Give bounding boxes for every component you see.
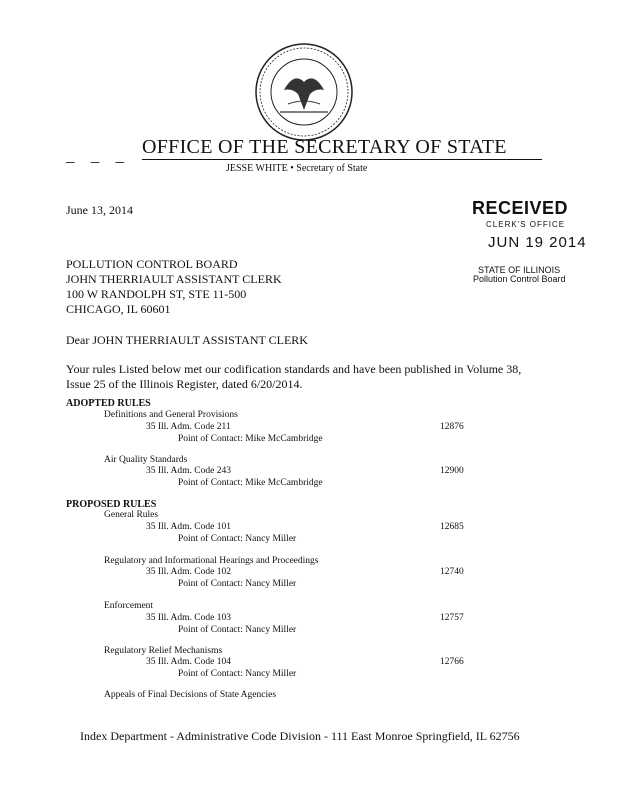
recipient-line: CHICAGO, IL 60601: [66, 302, 171, 316]
recipient-line: 100 W RANDOLPH ST, STE 11-500: [66, 287, 247, 301]
recipient-line: JOHN THERRIAULT ASSISTANT CLERK: [66, 272, 282, 286]
rule-group-name: Regulatory and Informational Hearings and Proceedings: [104, 556, 319, 566]
secretary-subtitle: JESSE WHITE • Secretary of State: [226, 163, 368, 174]
adopted-rules-heading: ADOPTED RULES: [66, 398, 151, 409]
office-title: OFFICE OF THE SECRETARY OF STATE: [142, 136, 507, 158]
rule-group-name: Regulatory Relief Mechanisms: [104, 646, 223, 656]
state-seal-icon: [254, 42, 354, 142]
rule-contact: Point of Contact: Nancy Miller: [178, 579, 297, 589]
rule-code: 35 Ill. Adm. Code 243: [146, 466, 231, 476]
rule-group-name: Enforcement: [104, 601, 154, 611]
rule-page-number: 12876: [440, 422, 464, 432]
body-line: Issue 25 of the Illinois Register, dated 6/20/2014.: [66, 377, 303, 391]
title-rule: [142, 159, 542, 160]
rule-group-name: Definitions and General Provisions: [104, 410, 238, 420]
rule-page-number: 12685: [440, 522, 464, 532]
rule-group-name: Air Quality Standards: [104, 455, 188, 465]
rule-page-number: 12757: [440, 613, 464, 623]
letter-date: June 13, 2014: [66, 203, 133, 217]
rule-code: 35 Ill. Adm. Code 104: [146, 657, 231, 667]
footer-address: Index Department - Administrative Code Division - 111 East Monroe Springfield, IL 62756: [80, 729, 520, 743]
rule-page-number: 12766: [440, 657, 464, 667]
body-line: Your rules Listed below met our codification standards and have been published in Volume 38,: [66, 362, 522, 376]
rule-contact: Point of Contact: Nancy Miller: [178, 625, 297, 635]
rule-contact: Point of Contact: Nancy Miller: [178, 669, 297, 679]
stamp-office: CLERK'S OFFICE: [486, 220, 566, 229]
rule-group-name: Appeals of Final Decisions of State Agencies: [104, 690, 277, 700]
rule-contact: Point of Contact: Mike McCambridge: [178, 478, 323, 488]
received-stamp: RECEIVED: [472, 198, 569, 218]
rule-code: 35 Ill. Adm. Code 211: [146, 422, 231, 432]
rule-page-number: 12900: [440, 466, 464, 476]
proposed-rules-heading: PROPOSED RULES: [66, 499, 157, 510]
rule-code: 35 Ill. Adm. Code 101: [146, 522, 231, 532]
stamp-date: JUN 19 2014: [488, 234, 587, 251]
letterhead-dashes: _ _ _: [66, 146, 130, 165]
rule-contact: Point of Contact: Mike McCambridge: [178, 434, 323, 444]
stamp-state: STATE OF ILLINOIS: [478, 265, 561, 275]
rule-group-name: General Rules: [104, 510, 159, 520]
salutation: Dear JOHN THERRIAULT ASSISTANT CLERK: [66, 333, 308, 347]
stamp-board: Pollution Control Board: [473, 274, 566, 284]
rule-code: 35 Ill. Adm. Code 102: [146, 567, 231, 577]
recipient-line: POLLUTION CONTROL BOARD: [66, 257, 238, 271]
rule-page-number: 12740: [440, 567, 464, 577]
rule-contact: Point of Contact: Nancy Miller: [178, 534, 297, 544]
rule-code: 35 Ill. Adm. Code 103: [146, 613, 231, 623]
